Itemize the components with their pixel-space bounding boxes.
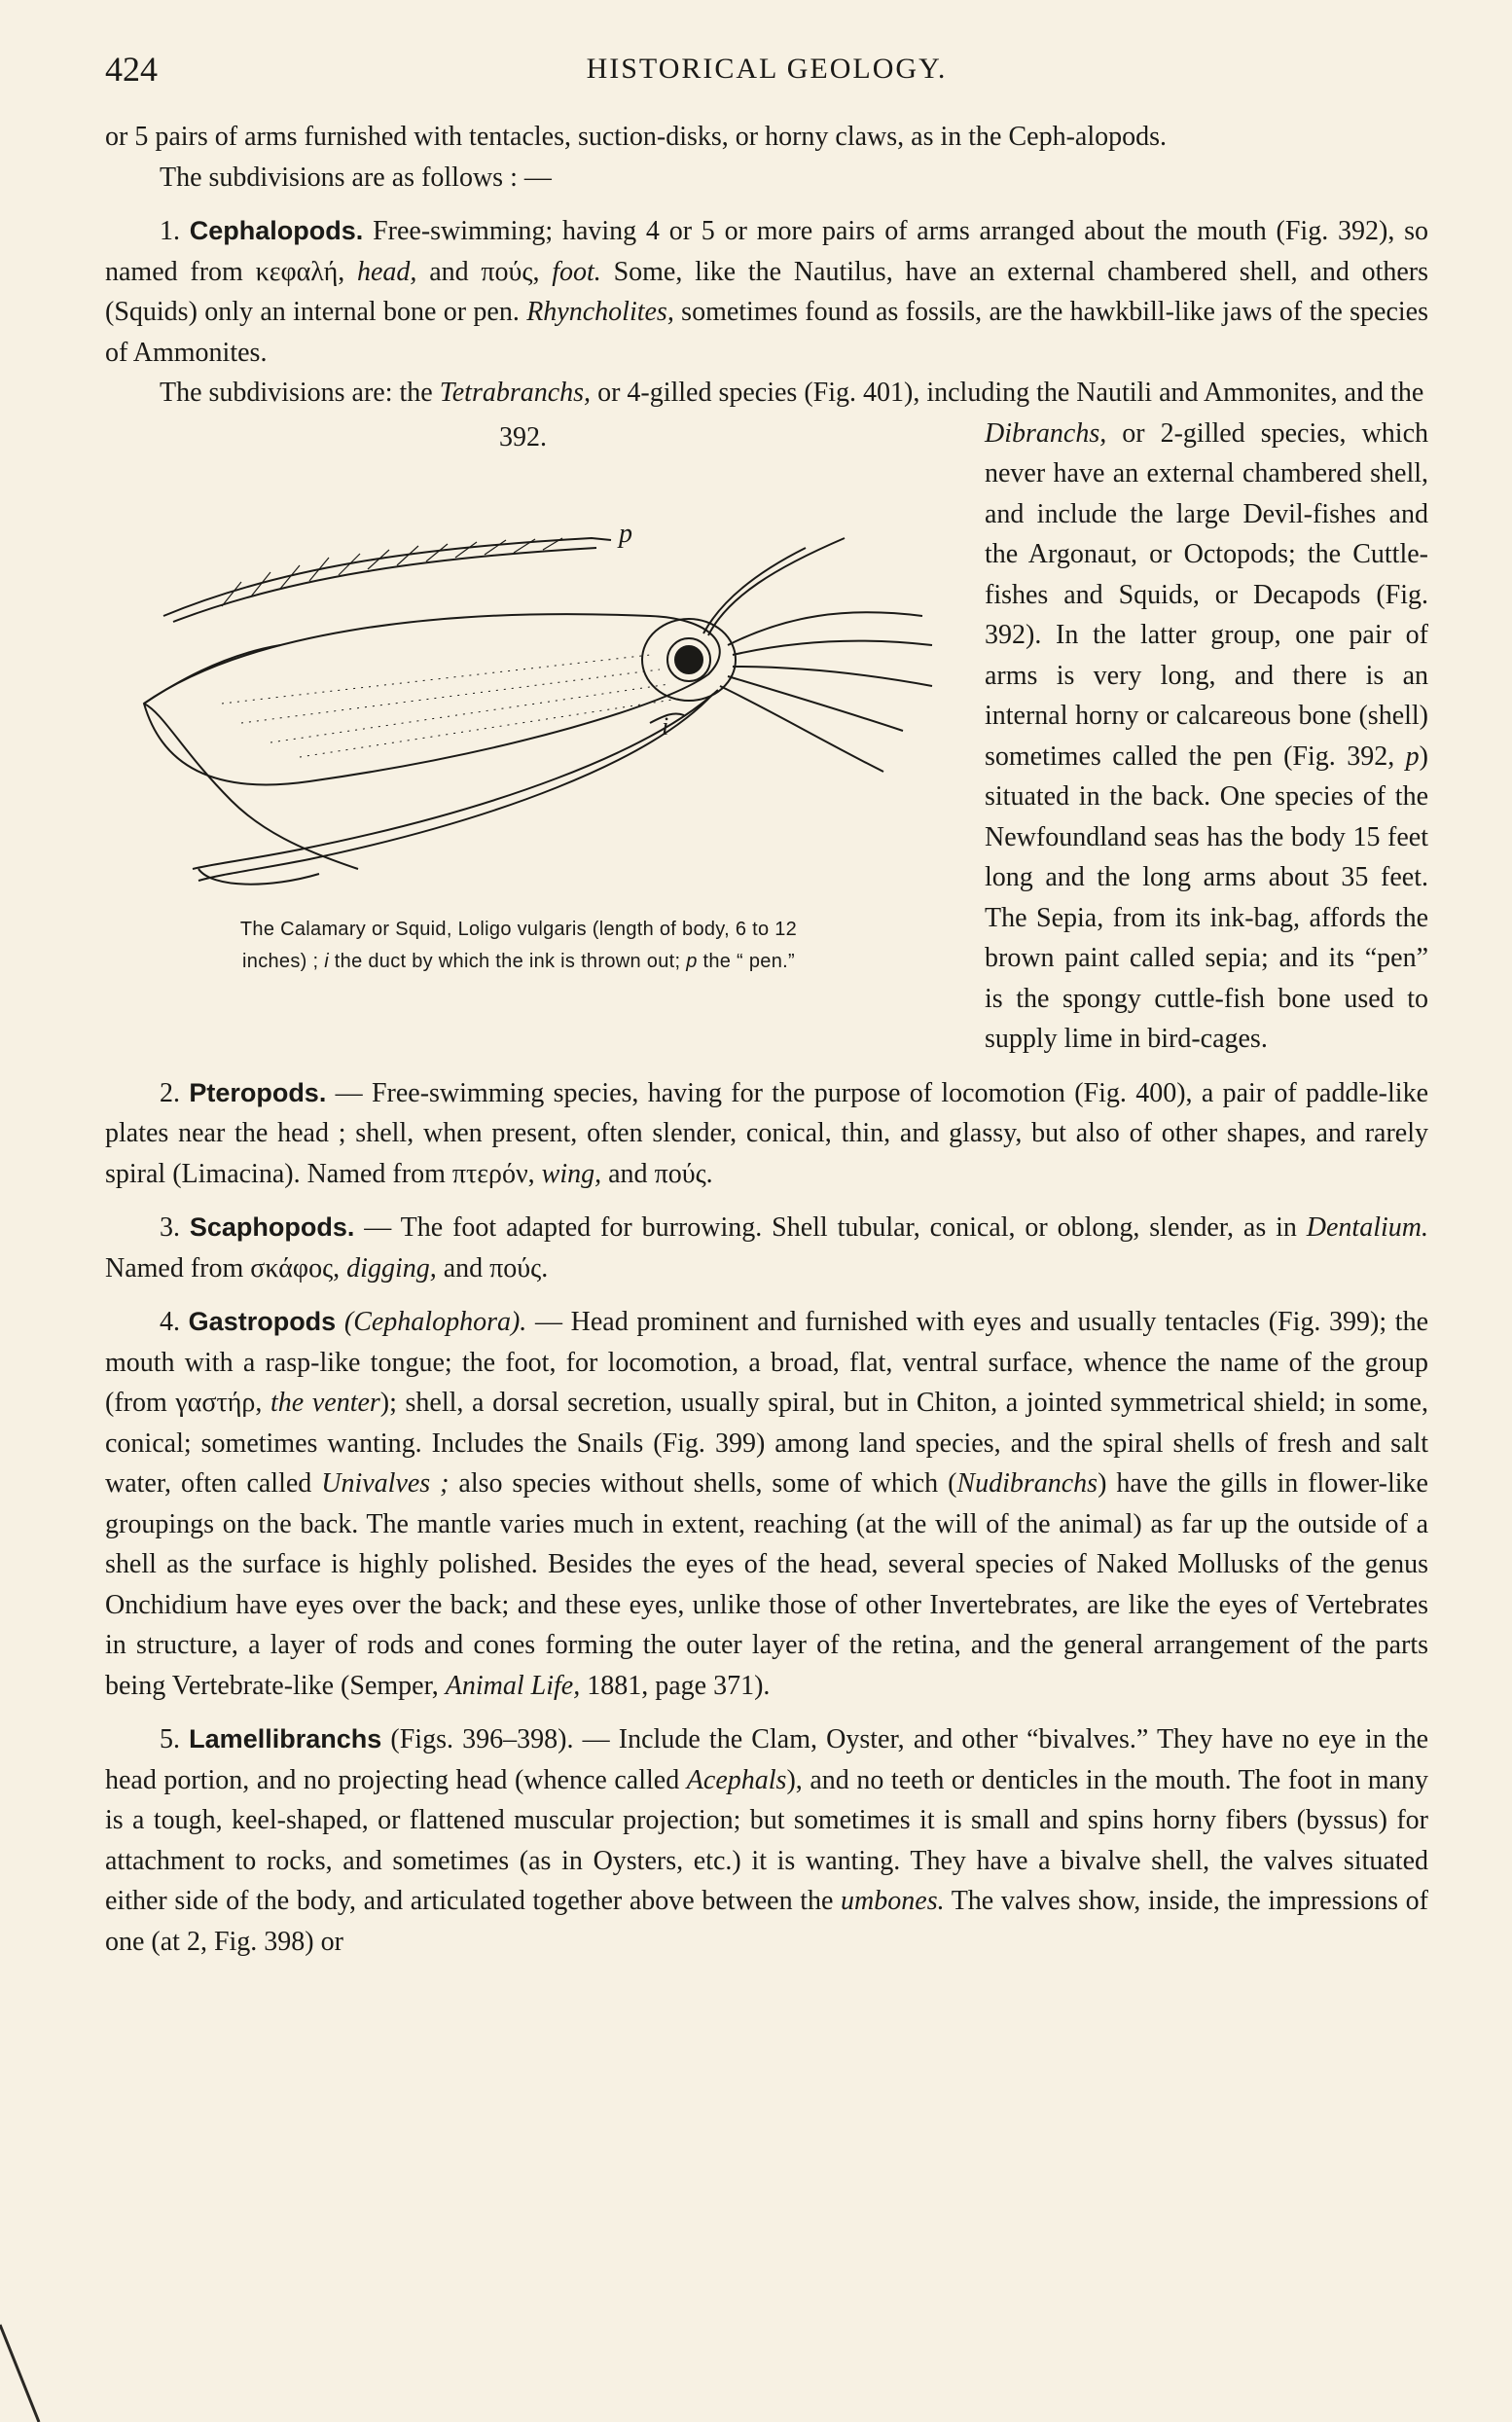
figure-number: 392. <box>499 421 547 452</box>
page-corner-mark <box>0 2305 58 2422</box>
section-title: Lamellibranchs <box>189 1724 382 1753</box>
section-lamellibranchs: 5. Lamellibranchs (Figs. 396–398). — Include the Clam, Oyster, and other “bivalves.” They have no eye in the head portion, and no projecting head (whence called Acephals), and no teeth or denticles in the mouth. The foot in many is a tough, keel-shaped, or flattened muscular projection; but sometimes it is small and spins horny fibers (byssus) for attachment to rocks, and sometimes (as in Oysters, etc.) it is wanting. They have a bivalve shell, the valves situated either side of the body, and articulated together above between the umbones. The valves show, inside, the impressions of one (at 2, Fig. 398) or <box>105 1724 1428 1957</box>
figure-392 <box>105 417 961 1040</box>
figure-label-i: i <box>662 711 669 741</box>
section-cephalopods: 1. Cephalopods. Free-swimming; having 4 or 5 or more pairs of arms arranged about the mouth (Fig. 392), so named from κεφαλή, head, and πούς, foot. Some, like the Nautilus, have an external chambered shell, and others (Squids) only an internal bone or pen. Rhyncholites, sometimes found as fossils, are the hawkbill-like jaws of the species of Ammonites. <box>105 216 1429 368</box>
figure-caption: The Calamary or Squid, Loligo vulgaris (length of body, 6 to 12 inches) ; i the duct by which the ink is thrown out; p the “ pen.” <box>239 918 798 972</box>
squid-illustration <box>105 460 942 908</box>
paragraph-subdivisions-intro: The subdivisions are as follows : — <box>160 162 552 193</box>
section-title: Pteropods. <box>189 1077 327 1107</box>
paragraph-tetrabranchs: The subdivisions are: the Tetrabranchs, or 4-gilled species (Fig. 401), including the Nautili and Ammonites, and the <box>160 378 1424 408</box>
section-title: Scaphopods. <box>189 1212 355 1242</box>
section-number: 1. <box>160 216 180 246</box>
page-number: 424 <box>105 50 158 89</box>
section-title: Gastropods <box>188 1307 337 1336</box>
running-head: HISTORICAL GEOLOGY. <box>586 53 948 85</box>
page-header <box>105 49 1428 97</box>
paragraph-dibranchs: Dibranchs, or 2-gilled species, which never have an external chambered shell, and include the large Devil-fishes and the Argonaut, or Octopods; the Cuttle-fishes and Squids, or Decapods (Fig. 392). In the latter group, one pair of arms is very long, and there is an internal horny or calcareous bone (shell) sometimes called the pen (Fig. 392, p) situated in the back. One species of the Newfoundland seas has the body 15 feet long and the long arms about 35 feet. The Sepia, from its ink-bag, affords the brown paint called sepia; and its “pen” is the spongy cuttle-fish bone used to supply lime in bird-cages. <box>985 417 1428 1054</box>
figure-label-p: p <box>619 518 632 549</box>
page-body <box>105 117 1428 1962</box>
paragraph-intro: or 5 pairs of arms furnished with tentacles, suction-disks, or horny claws, as in the Ceph-alopods. <box>105 122 1168 152</box>
section-title: Cephalopods. <box>189 216 364 245</box>
cephalopod-subdivisions-block <box>105 373 1428 1060</box>
section-gastropods: 4. Gastropods (Cephalophora). — Head prominent and furnished with eyes and usually tentacles (Fig. 399); the mouth with a rasp-like tongue; the foot, for locomotion, a broad, flat, ventral surface, whence the name of the group (from γαστήρ, the venter); shell, a dorsal secretion, usually spiral, but in Chiton, a jointed symmetrical shield; in some, conical; sometimes wanting. Includes the Snails (Fig. 399) among land species, and the spiral shells of fresh and salt water, often called Univalves ; also species without shells, some of which (Nudibranchs) have the gills in flower-like groupings on the back. The mantle varies much in extent, reaching (at the will of the animal) as far up the outside of a shell as the surface is highly polished. Besides the eyes of the head, several species of Naked Mollusks of the genus Onchidium have eyes over the back; and these eyes, unlike those of other Invertebrates, are like the eyes of Vertebrates in structure, a layer of rods and cones forming the outer layer of the retina, and the general arrangement of the parts being Vertebrate-like (Semper, Animal Life, 1881, page 371). <box>105 1307 1429 1701</box>
section-pteropods: 2. Pteropods. — Free-swimming species, having for the purpose of locomotion (Fig. 400), a pair of paddle-like plates near the head ; shell, when present, often slender, conical, thin, and glassy, but also of other shapes, and rarely spiral (Limacina). Named from πτερόν, wing, and πούς. <box>105 1077 1428 1189</box>
section-scaphopods: 3. Scaphopods. — The foot adapted for burrowing. Shell tubular, conical, or oblong, slender, as in Dentalium. Named from σκάφος, digging, and πούς. <box>105 1212 1428 1283</box>
